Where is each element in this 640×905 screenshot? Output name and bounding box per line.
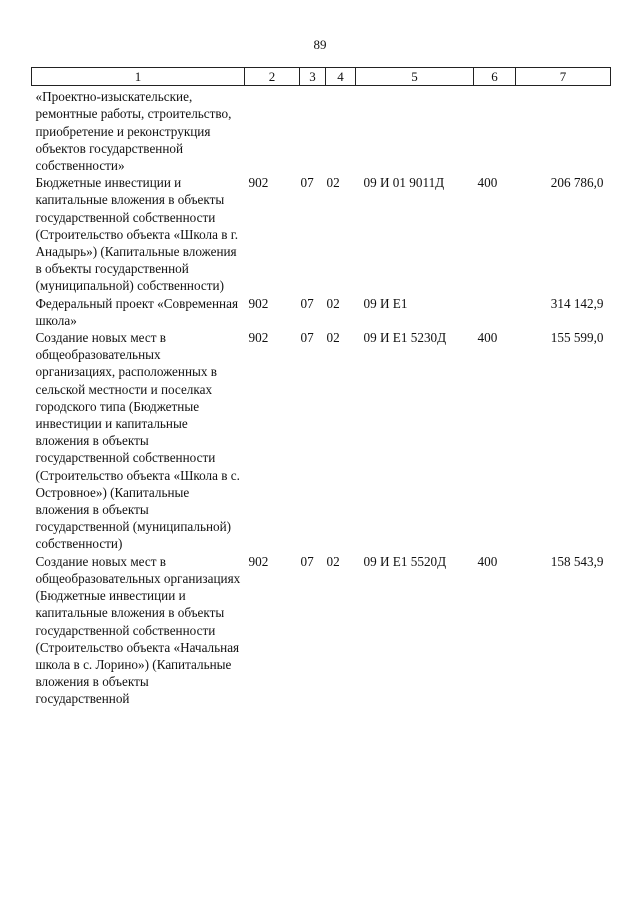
row-target-article: 09 И E1 5230Д xyxy=(363,330,447,346)
row-section: 07 xyxy=(300,295,314,311)
header-col-1: 1 xyxy=(32,68,245,86)
table-body xyxy=(32,86,611,708)
row-section xyxy=(300,86,326,175)
row-amount: 158 543,9 xyxy=(550,553,604,569)
row-expense-type xyxy=(474,295,516,329)
header-col-2: 2 xyxy=(245,68,300,86)
header-col-4: 4 xyxy=(326,68,356,86)
row-amount: 314 142,9 xyxy=(550,295,604,311)
header-row xyxy=(32,68,611,86)
row-ministry-code: 902 xyxy=(248,330,269,346)
row-ministry-code: 902 xyxy=(248,295,269,311)
row-subsection: 02 xyxy=(326,553,340,569)
row-target-article: 09 И E1 5520Д xyxy=(363,553,447,569)
row-section: 07 xyxy=(300,553,314,569)
row-name: «Проектно-изыскательские, ремонтные работы, строительство, приобретение и реконструкция объектов государственной собственности» xyxy=(35,89,232,174)
row-amount: 206 786,0 xyxy=(550,175,604,191)
row-subsection: 02 xyxy=(326,295,340,311)
table-row xyxy=(32,174,611,294)
row-name: Бюджетные инвестиции и капитальные вложения в объекты государственной собственности (Строительство объекта «Школа в г. Анадырь») (Капитальные вложения в объекты государственной (муниципальной) собственности) xyxy=(35,175,239,294)
row-expense-type xyxy=(474,86,516,175)
row-expense-type: 400 xyxy=(477,175,498,191)
row-expense-type: 400 xyxy=(477,553,498,569)
row-amount xyxy=(516,86,611,175)
table-header xyxy=(32,68,611,86)
row-ministry-code: 902 xyxy=(248,175,269,191)
table-row xyxy=(32,86,611,175)
header-col-5: 5 xyxy=(356,68,474,86)
page-number: 89 xyxy=(313,37,327,52)
row-subsection xyxy=(326,86,356,175)
table-row xyxy=(32,329,611,553)
row-section: 07 xyxy=(300,330,314,346)
table-row xyxy=(32,553,611,708)
row-target-article: 09 И E1 xyxy=(363,295,408,311)
row-expense-type: 400 xyxy=(477,330,498,346)
header-col-6: 6 xyxy=(474,68,516,86)
row-amount: 155 599,0 xyxy=(550,330,604,346)
row-section: 07 xyxy=(300,175,314,191)
row-name: Создание новых мест в общеобразовательных организациях, расположенных в сельской местности и поселках городского типа (Бюджетные инвестиции и капитальные вложения в объекты государственной собственности (Строительство объекта «Школа в с. Островное») (Капитальные вложения в объекты государственной (муниципальной) собственности) xyxy=(35,330,240,552)
row-ministry-code xyxy=(245,86,300,175)
row-name: Федеральный проект «Современная школа» xyxy=(35,295,239,328)
row-target-article xyxy=(356,86,474,175)
row-subsection: 02 xyxy=(326,330,340,346)
row-subsection: 02 xyxy=(326,175,340,191)
table-row xyxy=(32,295,611,329)
header-col-3: 3 xyxy=(300,68,326,86)
budget-table xyxy=(31,67,611,708)
header-col-7: 7 xyxy=(516,68,611,86)
row-name: Создание новых мест в общеобразовательных организациях (Бюджетные инвестиции и капитальные вложения в объекты государственной собственности (Строительство объекта «Начальная школа в с. Лорино») (Капитальные вложения в объекты государственной xyxy=(35,553,241,707)
row-ministry-code: 902 xyxy=(248,553,269,569)
row-target-article: 09 И 01 9011Д xyxy=(363,175,445,191)
